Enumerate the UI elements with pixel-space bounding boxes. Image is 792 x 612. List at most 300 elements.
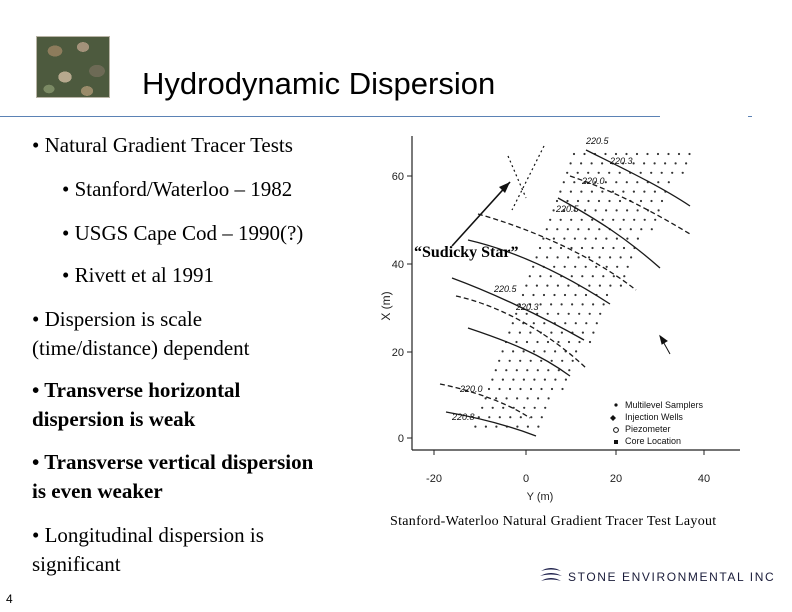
sampler-dot: [534, 407, 536, 409]
sampler-dot: [612, 219, 614, 221]
sampler-dot: [630, 228, 632, 230]
sampler-dot: [604, 153, 606, 155]
sampler-dot: [661, 172, 663, 174]
sampler-dot: [595, 209, 597, 211]
x-tick-40: 40: [697, 473, 711, 485]
svg-text:Injection Wells: Injection Wells: [625, 412, 683, 422]
sampler-dot: [657, 153, 659, 155]
sampler-dot: [546, 228, 548, 230]
svg-text:Multilevel Samplers: Multilevel Samplers: [625, 400, 704, 410]
sampler-dot: [537, 397, 539, 399]
sampler-dot: [587, 172, 589, 174]
sampler-dot: [509, 360, 511, 362]
sampler-dot: [575, 322, 577, 324]
sampler-dot: [532, 266, 534, 268]
sampler-dot: [527, 397, 529, 399]
sampler-dot: [557, 285, 559, 287]
bullet-natural-gradient: • Natural Gradient Tracer Tests: [32, 133, 293, 157]
sampler-dot: [553, 294, 555, 296]
sampler-dot: [512, 322, 514, 324]
sampler-dot: [640, 228, 642, 230]
sampler-dot: [592, 303, 594, 305]
sampler-dot: [612, 191, 614, 193]
sampler-dot: [502, 379, 504, 381]
x-tick-minus-20: -20: [426, 473, 442, 485]
sampler-dot: [588, 256, 590, 258]
sampler-dot: [637, 238, 639, 240]
header-photo-rocks: [36, 36, 110, 98]
legend-item-multilevel-samplers: [614, 400, 703, 410]
sampler-dot: [546, 256, 548, 258]
sampler-dot: [578, 341, 580, 343]
sampler-dot: [574, 238, 576, 240]
sampler-dot: [580, 162, 582, 164]
sampler-dot: [563, 181, 565, 183]
sampler-dot: [605, 181, 607, 183]
sampler-dot: [601, 191, 603, 193]
sampler-dot: [637, 209, 639, 211]
sampler-dot: [605, 209, 607, 211]
sampler-dot: [567, 228, 569, 230]
sampler-dot: [509, 388, 511, 390]
y-tick-20: 20: [391, 347, 404, 359]
sampler-dot: [561, 303, 563, 305]
sampler-dot: [606, 266, 608, 268]
sampler-dot: [574, 294, 576, 296]
sampler-dot: [582, 332, 584, 334]
sampler-dot: [544, 350, 546, 352]
sampler-dot: [547, 341, 549, 343]
sampler-dot: [551, 388, 553, 390]
bullet-transverse-horizontal-line1: • Transverse horizontal: [32, 378, 241, 402]
sampler-dot: [661, 200, 663, 202]
sampler-dot: [561, 332, 563, 334]
sampler-dot: [572, 360, 574, 362]
x-tick-20: 20: [609, 473, 623, 485]
sampler-dot: [485, 397, 487, 399]
sampler-dot: [553, 209, 555, 211]
sampler-dot: [616, 238, 618, 240]
y-tick-40: 40: [391, 259, 404, 271]
sampler-dot: [481, 407, 483, 409]
sampler-dot: [543, 322, 545, 324]
sampler-dot: [522, 294, 524, 296]
figure-caption: Stanford-Waterloo Natural Gradient Tracer Test Layout: [390, 514, 717, 529]
sampler-dot: [608, 200, 610, 202]
sampler-dot: [519, 332, 521, 334]
sampler-dot: [615, 153, 617, 155]
tracer-test-layout-map: [360, 128, 780, 512]
sampler-dot: [488, 388, 490, 390]
sampler-dot: [633, 191, 635, 193]
sampler-dot: [685, 162, 687, 164]
sampler-dot: [541, 416, 543, 418]
sampler-dot: [584, 238, 586, 240]
sampler-dot: [619, 228, 621, 230]
sampler-dot: [609, 285, 611, 287]
sampler-dot: [512, 379, 514, 381]
sampler-dot: [671, 172, 673, 174]
sampler-dot: [591, 247, 593, 249]
sampler-dot: [506, 397, 508, 399]
sampler-dot: [598, 172, 600, 174]
contour-label-1: 220.5: [586, 136, 609, 146]
sampler-dot: [573, 153, 575, 155]
sampler-dot: [537, 369, 539, 371]
sampler-dot: [643, 191, 645, 193]
sampler-dot: [539, 275, 541, 277]
sampler-dot: [554, 379, 556, 381]
sampler-dot: [583, 153, 585, 155]
sampler-dot: [540, 303, 542, 305]
sampler-dot: [636, 181, 638, 183]
map-legend: [610, 400, 704, 446]
sampler-dot: [650, 172, 652, 174]
sampler-dot: [651, 228, 653, 230]
annotation-arrow-line: [452, 182, 510, 246]
sampler-dot: [509, 416, 511, 418]
sampler-dot: [675, 162, 677, 164]
sampler-dot: [636, 153, 638, 155]
sampler-dot: [584, 209, 586, 211]
sampler-dot: [585, 294, 587, 296]
sampler-dot: [508, 332, 510, 334]
sampler-dot: [553, 266, 555, 268]
sampler-dot: [530, 388, 532, 390]
x-tick-0: 0: [522, 473, 530, 485]
sampler-dot: [582, 303, 584, 305]
sampler-dot: [570, 191, 572, 193]
sampler-dot: [667, 153, 669, 155]
sampler-dot: [581, 219, 583, 221]
sampler-dot: [498, 360, 500, 362]
sampler-dot: [573, 181, 575, 183]
sampler-dot: [591, 219, 593, 221]
contour-label-6: 220.0: [460, 384, 483, 394]
sampler-dot: [515, 313, 517, 315]
sampler-dot: [592, 275, 594, 277]
bullet-longitudinal-line2: significant: [32, 552, 121, 576]
sampler-dot: [591, 191, 593, 193]
sampler-dot: [588, 228, 590, 230]
sampler-dot: [589, 341, 591, 343]
sampler-dot: [542, 238, 544, 240]
sampler-dot: [625, 153, 627, 155]
sampler-dot: [502, 407, 504, 409]
title-divider-tick: [748, 116, 752, 117]
sampler-dot: [570, 162, 572, 164]
sampler-dot: [619, 200, 621, 202]
sampler-dot: [603, 303, 605, 305]
sampler-dot: [682, 172, 684, 174]
sampler-dot: [526, 341, 528, 343]
sampler-dot: [630, 256, 632, 258]
sampler-dot: [575, 350, 577, 352]
sudicky-star-annotation: “Sudicky Star”: [414, 244, 519, 261]
sampler-dot: [578, 256, 580, 258]
sampler-dot: [589, 313, 591, 315]
legend-item-piezometer: [614, 424, 671, 434]
sampler-dot: [570, 247, 572, 249]
sampler-dot: [574, 266, 576, 268]
sampler-dot: [512, 350, 514, 352]
bullet-longitudinal-line1: • Longitudinal dispersion is: [32, 523, 264, 547]
x-axis-ticks: [434, 450, 704, 455]
sampler-dot: [595, 238, 597, 240]
sampler-dot: [585, 322, 587, 324]
sampler-dot: [495, 426, 497, 428]
sampler-dot: [613, 275, 615, 277]
sampler-dot: [561, 388, 563, 390]
sampler-dot: [633, 219, 635, 221]
sampler-dot: [525, 285, 527, 287]
sampler-dot: [520, 416, 522, 418]
sampler-dot: [532, 294, 534, 296]
sampler-dot: [598, 200, 600, 202]
sampler-dot: [623, 247, 625, 249]
slide-title: Hydrodynamic Dispersion: [142, 66, 496, 101]
legend-item-core-location: [614, 436, 681, 446]
sampler-dot: [598, 228, 600, 230]
company-name: STONE ENVIRONMENTAL INC: [568, 570, 776, 584]
sampler-dot: [623, 219, 625, 221]
sampler-dot: [527, 426, 529, 428]
sampler-dot: [599, 256, 601, 258]
sampler-dot: [530, 360, 532, 362]
sampler-dot: [568, 313, 570, 315]
page-number: 4: [6, 592, 13, 606]
sampler-dot: [556, 200, 558, 202]
sampler-dot: [515, 341, 517, 343]
sampler-dot: [654, 219, 656, 221]
sampler-dot: [519, 360, 521, 362]
sampler-dot: [557, 313, 559, 315]
sampler-dot: [547, 313, 549, 315]
sampler-dot: [640, 172, 642, 174]
sampler-dot: [599, 313, 601, 315]
sampler-dot: [580, 191, 582, 193]
sampler-dot: [591, 162, 593, 164]
sampler-dot: [595, 266, 597, 268]
sampler-dot: [549, 219, 551, 221]
sampler-dot: [568, 341, 570, 343]
sampler-dot: [564, 294, 566, 296]
sampler-dot: [678, 153, 680, 155]
sampler-dot: [623, 275, 625, 277]
sampler-dot: [560, 219, 562, 221]
sampler-dot: [567, 256, 569, 258]
sampler-dot: [577, 200, 579, 202]
sampler-dot: [523, 379, 525, 381]
sampler-dot: [577, 172, 579, 174]
sampler-dot: [540, 360, 542, 362]
sampler-dot: [626, 181, 628, 183]
sampler-dot: [499, 416, 501, 418]
sampler-dot: [640, 200, 642, 202]
sampler-dot: [654, 162, 656, 164]
sampler-dot: [560, 247, 562, 249]
sampler-dot: [523, 350, 525, 352]
contour-label-5: 220.3: [516, 302, 539, 312]
sampler-dot: [523, 407, 525, 409]
sampler-dot: [564, 266, 566, 268]
sampler-dot: [626, 209, 628, 211]
sampler-dot: [564, 322, 566, 324]
y-tick-0: 0: [397, 433, 404, 445]
sampler-dot: [596, 322, 598, 324]
bullet-scale-line2: (time/distance) dependent: [32, 336, 250, 360]
sampler-dot: [620, 256, 622, 258]
sampler-dot: [620, 285, 622, 287]
sampler-dot: [644, 219, 646, 221]
bullet-transverse-vertical-line1: • Transverse vertical dispersion: [32, 450, 314, 474]
sampler-dot: [526, 369, 528, 371]
svg-text:Piezometer: Piezometer: [625, 424, 671, 434]
contour-label-3: 220.0: [582, 176, 605, 186]
sampler-dot: [654, 191, 656, 193]
sampler-dot: [502, 350, 504, 352]
contour-label-8: 220.5: [556, 204, 579, 214]
sampler-dot: [643, 162, 645, 164]
sampler-dot: [533, 350, 535, 352]
sampler-dot: [561, 360, 563, 362]
sampler-dot: [533, 322, 535, 324]
sampler-dot: [529, 332, 531, 334]
sampler-dot: [616, 266, 618, 268]
sampler-dot: [616, 209, 618, 211]
sampler-dot: [516, 426, 518, 428]
y-axis-ticks: [407, 176, 412, 438]
sampler-dot: [602, 275, 604, 277]
sampler-dot: [505, 369, 507, 371]
sampler-dot: [529, 275, 531, 277]
sampler-dot: [587, 200, 589, 202]
sampler-dot: [592, 332, 594, 334]
sampler-dot: [557, 256, 559, 258]
sampler-dot: [550, 275, 552, 277]
sampler-dot: [549, 247, 551, 249]
sampler-dot: [567, 285, 569, 287]
sampler-dot: [498, 388, 500, 390]
sampler-dot: [554, 350, 556, 352]
sampler-dot: [585, 266, 587, 268]
sampler-dot: [664, 162, 666, 164]
sampler-dot: [581, 275, 583, 277]
contour-label-7: 220.8: [452, 412, 475, 422]
sampler-dot: [578, 313, 580, 315]
sampler-dot: [485, 426, 487, 428]
sampler-dot: [519, 388, 521, 390]
sampler-dot: [571, 303, 573, 305]
sampler-dot: [540, 388, 542, 390]
sampler-dot: [650, 200, 652, 202]
sampler-dot: [556, 228, 558, 230]
sampler-dot: [608, 172, 610, 174]
sampler-dot: [474, 426, 476, 428]
sampler-dot: [550, 303, 552, 305]
sampler-dot: [526, 313, 528, 315]
sampler-dot: [571, 275, 573, 277]
sampler-dot: [547, 369, 549, 371]
sub-bullet-stanford: • Stanford/Waterloo – 1982: [62, 177, 293, 201]
contour-label-4: 220.5: [494, 284, 517, 294]
sampler-dot: [581, 247, 583, 249]
sampler-dot: [606, 294, 608, 296]
sampler-dot: [602, 247, 604, 249]
sampler-dot: [546, 285, 548, 287]
bullet-transverse-vertical-line2: is even weaker: [32, 479, 163, 503]
x-axis-label: Y (m): [526, 491, 554, 503]
sampler-dot: [530, 416, 532, 418]
sampler-dot: [622, 191, 624, 193]
sampler-dot: [615, 181, 617, 183]
sampler-dot: [566, 200, 568, 202]
sampler-dot: [491, 379, 493, 381]
sampler-dot: [536, 341, 538, 343]
stone-environmental-logo-icon: [538, 566, 564, 586]
sampler-dot: [612, 247, 614, 249]
sampler-dot: [688, 153, 690, 155]
sampler-dot: [601, 162, 603, 164]
sampler-dot: [588, 285, 590, 287]
bullet-transverse-horizontal-line2: dispersion is weak: [32, 407, 196, 431]
sampler-dot: [492, 407, 494, 409]
sampler-dot: [495, 369, 497, 371]
contour-label-2: 220.3: [610, 156, 633, 166]
sampler-dot: [559, 191, 561, 193]
sampler-dot: [633, 162, 635, 164]
y-axis-label: X (m): [379, 291, 393, 321]
bullet-scale-line1: • Dispersion is scale: [32, 307, 203, 331]
sub-bullet-usgs: • USGS Cape Cod – 1990(?): [62, 221, 304, 245]
sampler-dot: [488, 416, 490, 418]
legend-item-injection-wells: [610, 412, 683, 422]
sampler-dot: [626, 238, 628, 240]
sampler-dot: [544, 407, 546, 409]
sampler-dot: [658, 209, 660, 211]
sampler-dot: [544, 379, 546, 381]
sampler-dot: [563, 238, 565, 240]
sampler-dot: [602, 219, 604, 221]
sampler-dot: [536, 285, 538, 287]
sampler-dot: [553, 238, 555, 240]
sampler-dot: [605, 238, 607, 240]
sub-bullet-rivett: • Rivett et al 1991: [62, 263, 214, 287]
sampler-dot: [533, 379, 535, 381]
sampler-dot: [599, 285, 601, 287]
sampler-dot: [537, 426, 539, 428]
y-tick-60: 60: [391, 171, 404, 183]
north-arrow: [660, 336, 670, 354]
sudicky-star-line: [508, 146, 544, 210]
sampler-dot: [565, 379, 567, 381]
sampler-dot: [550, 332, 552, 334]
sampler-dot: [543, 294, 545, 296]
sampler-dot: [646, 153, 648, 155]
sampler-dot: [516, 369, 518, 371]
sampler-dot: [627, 266, 629, 268]
sampler-dot: [536, 256, 538, 258]
sampler-dot: [657, 181, 659, 183]
sampler-dot: [548, 397, 550, 399]
sampler-dot: [495, 397, 497, 399]
sampler-dot: [557, 341, 559, 343]
sampler-dot: [551, 360, 553, 362]
sampler-dot: [566, 172, 568, 174]
sampler-dot: [539, 247, 541, 249]
title-divider: [0, 116, 660, 117]
sampler-dot: [516, 397, 518, 399]
